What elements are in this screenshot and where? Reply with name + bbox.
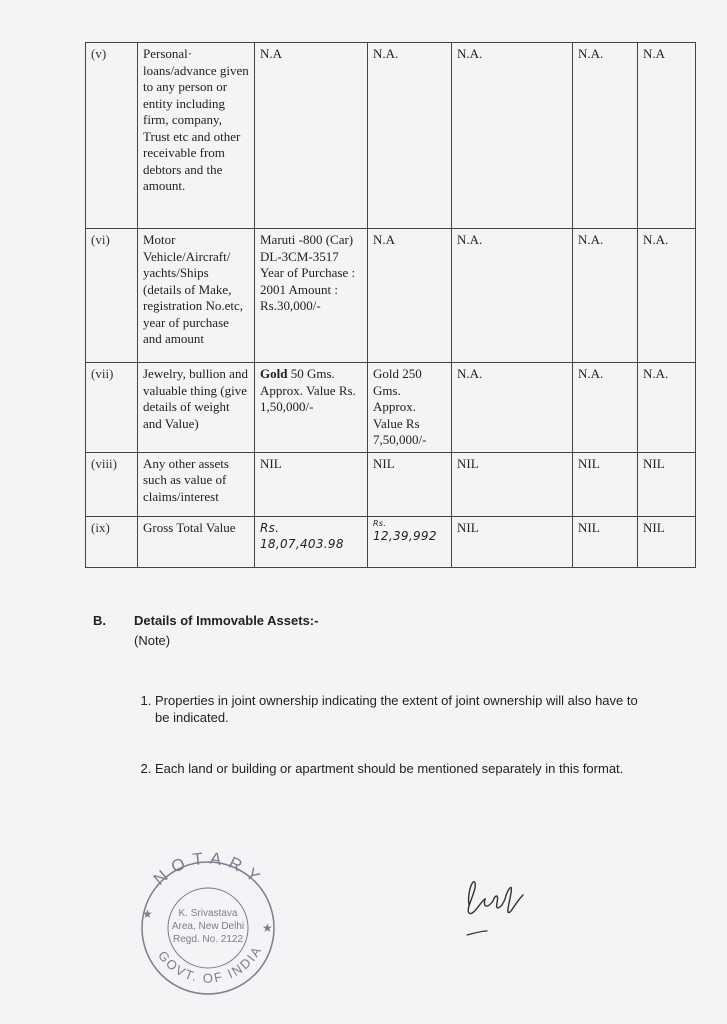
handwritten-total: [368, 516, 452, 567]
handwritten-total: Rs. 18,07,403.98: [255, 516, 368, 567]
cell-value: Gold 250 Gms. Approx. Value Rs 7,50,000/-: [368, 363, 452, 453]
cell-value: N.A.: [452, 229, 573, 363]
row-number: (ix): [86, 516, 138, 567]
section-title: Details of Immovable Assets:-: [134, 613, 319, 628]
table-row: [86, 363, 696, 453]
list-item: 2. Each land or building or apartment should be mentioned separately in this format.: [155, 760, 655, 777]
table-row: [86, 452, 696, 516]
cell-value: N.A.: [452, 43, 573, 229]
star-icon: ★: [262, 921, 273, 935]
cell-value: NIL: [452, 516, 573, 567]
row-number: (v): [86, 43, 138, 229]
stamp-arc-top: NOTARY: [149, 848, 269, 891]
section-letter: B.: [93, 613, 106, 628]
list-item: 1. Properties in joint ownership indicating the extent of joint ownership will also have to be indicated.: [155, 692, 655, 726]
notes-list: [131, 692, 655, 811]
cell-value: Maruti -800 (Car) DL-3CM-3517 Year of Purchase : 2001 Amount : Rs.30,000/-: [255, 229, 368, 363]
svg-text:NOTARY: [150, 849, 268, 891]
cell-value: N.A.: [638, 363, 696, 453]
cell-value: N.A: [255, 43, 368, 229]
row-description: Gross Total Value: [138, 516, 255, 567]
cell-value: N.A.: [573, 43, 638, 229]
row-description: Jewelry, bullion and valuable thing (give details of weight and Value): [138, 363, 255, 453]
stamp-area: Area, New Delhi: [171, 921, 245, 932]
cell-value: NIL: [638, 452, 696, 516]
cell-value: NIL: [573, 516, 638, 567]
signature: [455, 865, 555, 945]
row-description: Motor Vehicle/Aircraft/ yachts/Ships (details of Make, registration No.etc, year of purchase and amount: [138, 229, 255, 363]
row-description: Personal· loans/advance given to any person or entity including firm, company, Trust etc and other receivable from debtors and the amount.: [138, 43, 255, 229]
bold-word: Gold: [260, 366, 288, 381]
handwritten-amount: 12,39,992: [373, 528, 437, 543]
assets-table: [85, 42, 696, 568]
cell-value: N.A.: [368, 43, 452, 229]
cell-value: NIL: [638, 516, 696, 567]
cell-value: N.A.: [573, 363, 638, 453]
row-number: (vii): [86, 363, 138, 453]
stamp-regd: Regd. No. 2122: [172, 934, 244, 945]
cell-value: N.A.: [573, 229, 638, 363]
cell-value: NIL: [368, 452, 452, 516]
stamp-name: K. Srivastava: [178, 908, 238, 919]
cell-text: 50 Gms. Approx. Value Rs. 1,50,000/-: [260, 366, 356, 414]
cell-value: N.A: [368, 229, 452, 363]
cell-value: NIL: [573, 452, 638, 516]
table-row: [86, 43, 696, 229]
table-row: [86, 516, 696, 567]
notary-stamp: [128, 848, 288, 998]
cell-value: N.A.: [452, 363, 573, 453]
table-row: [86, 229, 696, 363]
row-description: Any other assets such as value of claims/interest: [138, 452, 255, 516]
cell-value: N.A: [638, 43, 696, 229]
cell-value: N.A.: [638, 229, 696, 363]
handwritten-prefix: Rs.: [373, 518, 387, 528]
row-number: (vi): [86, 229, 138, 363]
row-number: (viii): [86, 452, 138, 516]
cell-value: NIL: [255, 452, 368, 516]
cell-value: [255, 363, 368, 453]
star-icon: ★: [142, 907, 153, 921]
section-note: (Note): [134, 633, 171, 648]
cell-value: NIL: [452, 452, 573, 516]
stamp-arc-bottom: GOVT. OF INDIA: [155, 942, 265, 986]
